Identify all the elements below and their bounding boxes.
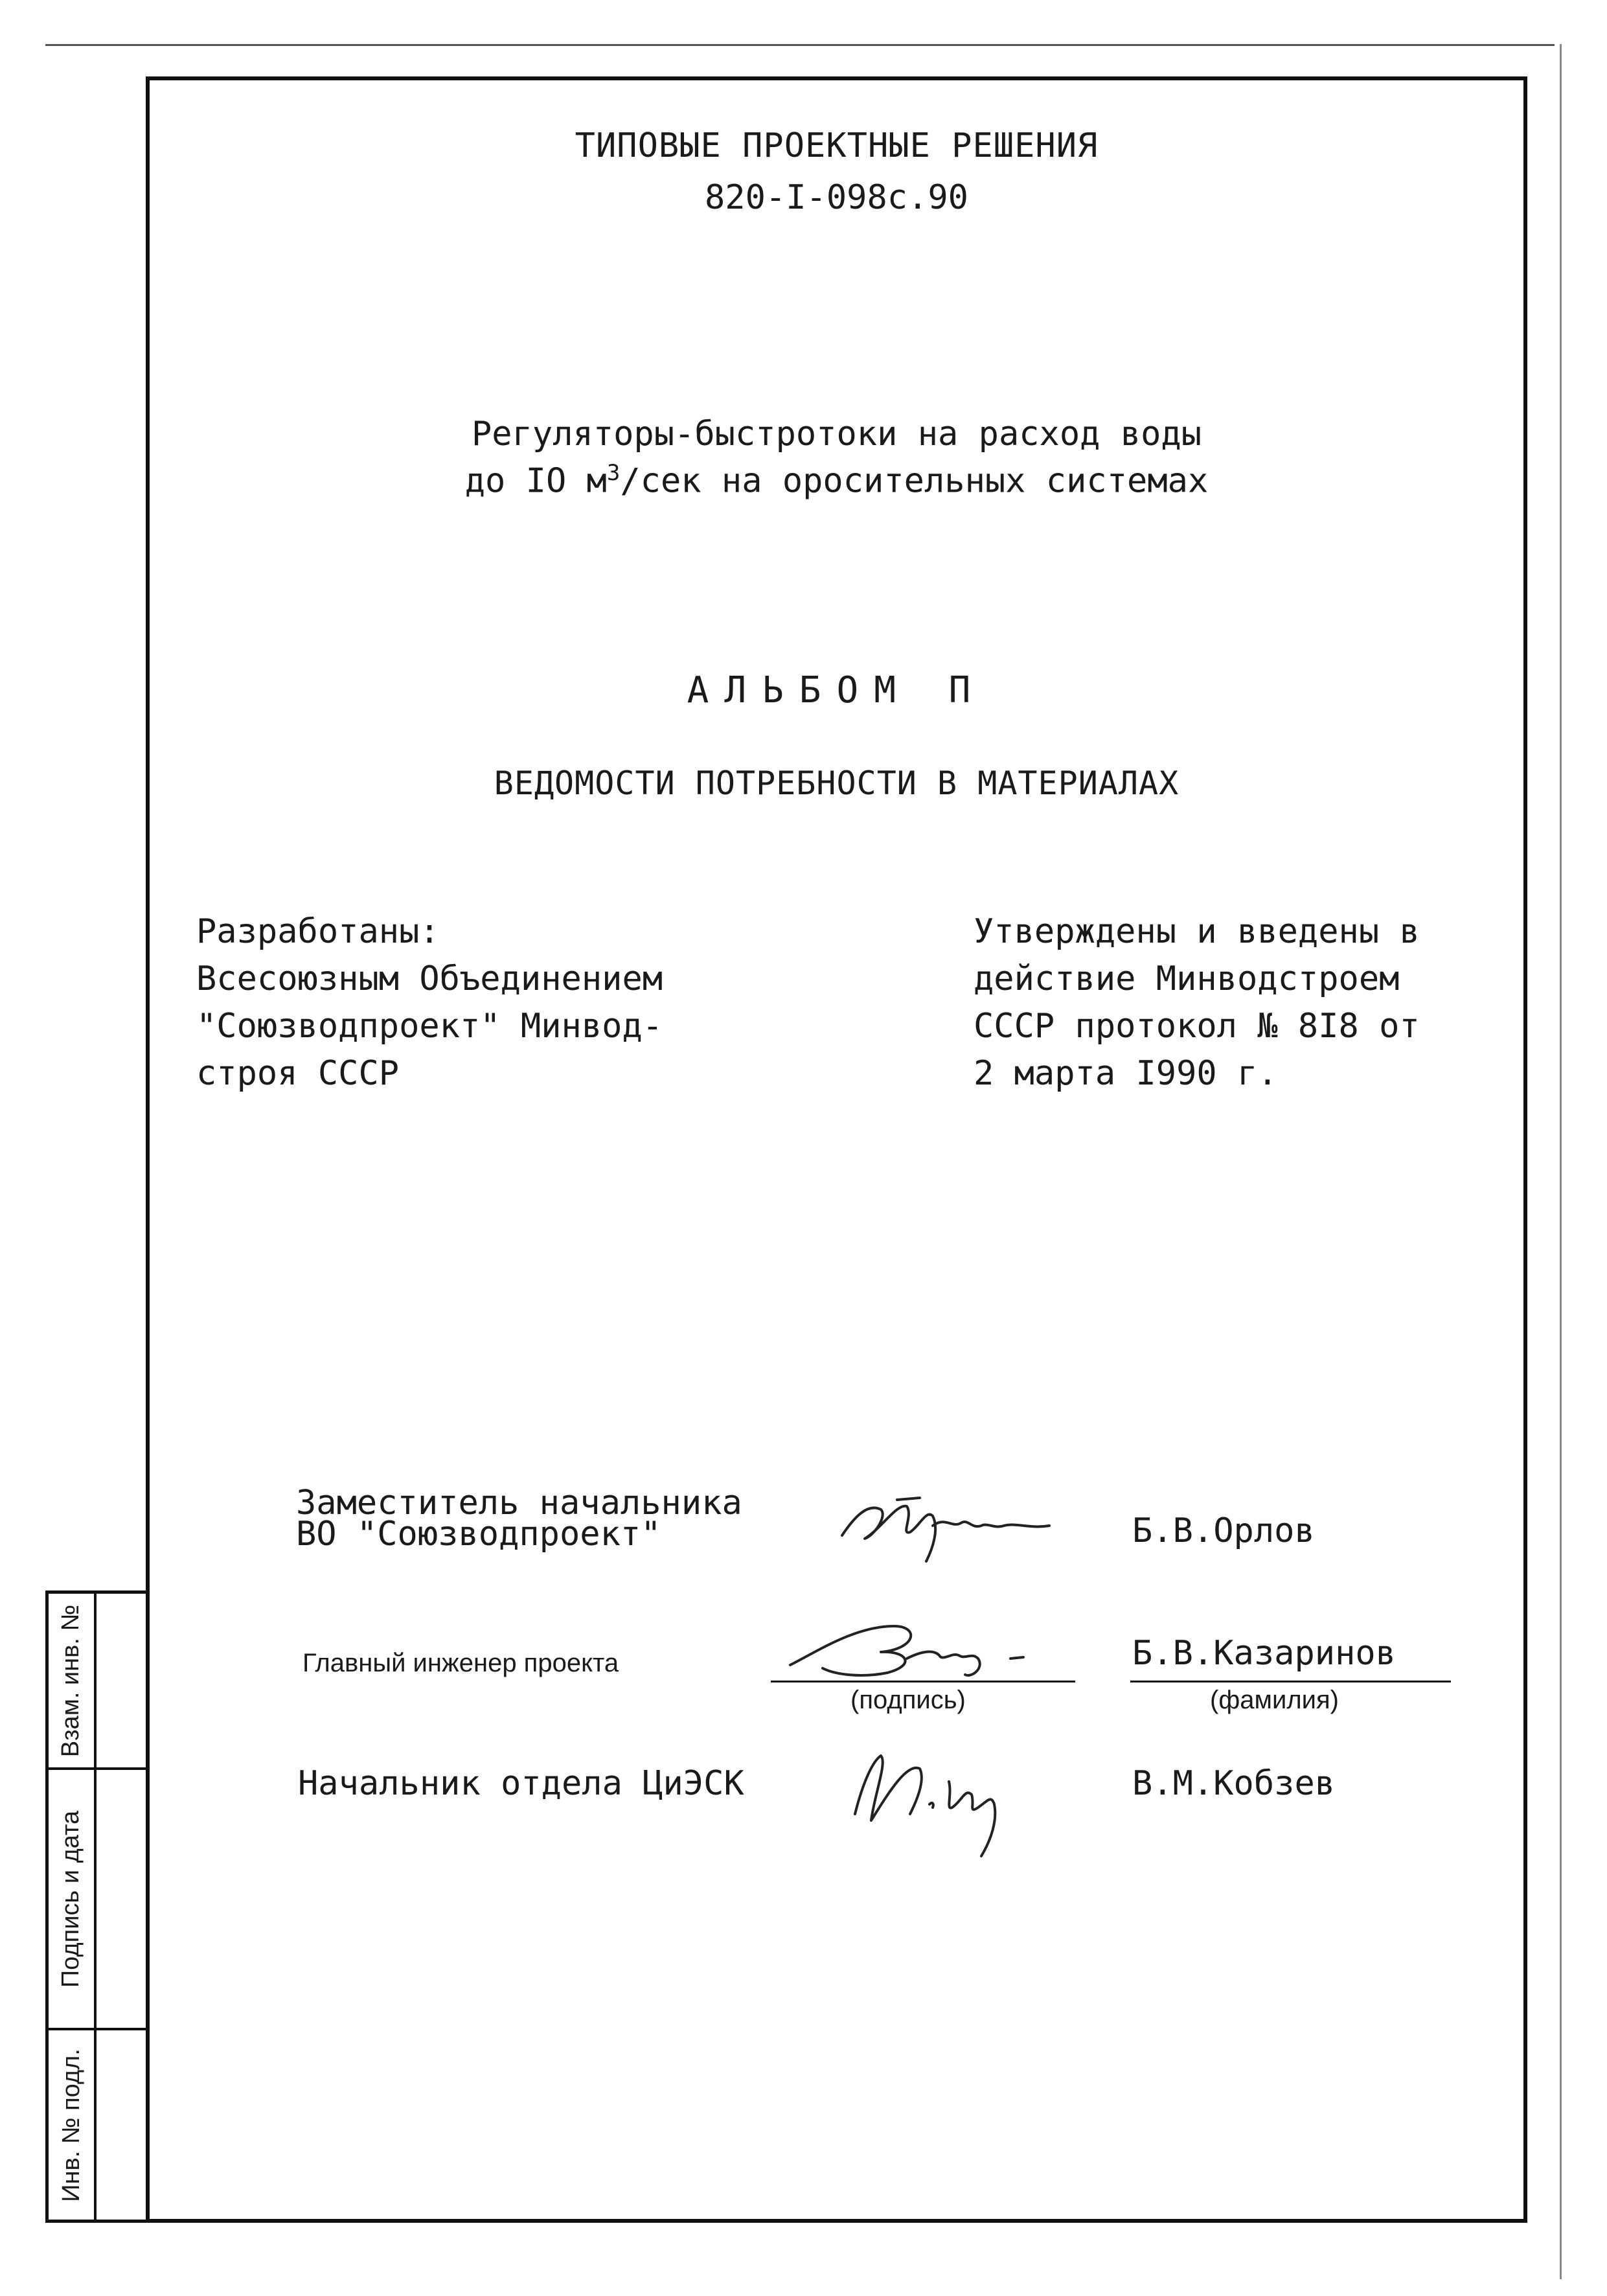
right-border-line xyxy=(1560,44,1562,2279)
strip-label-signature-date: Подпись и дата xyxy=(57,1810,85,1988)
developed-by-block xyxy=(196,908,663,1097)
deputy-signature xyxy=(836,1490,1069,1568)
approved-block xyxy=(974,908,1420,1097)
document-series-title: ТИПОВЫЕ ПРОЕКТНЫЕ РЕШЕНИЯ xyxy=(575,126,1099,165)
side-stamp-strip xyxy=(45,1590,146,2223)
name-underline xyxy=(1130,1681,1451,1682)
strip-cell-replacement-inv xyxy=(49,1594,94,1767)
dept-head-name: В.М.Кобзев xyxy=(1132,1764,1336,1803)
strip-label-original-inv: Инв. № подл. xyxy=(57,2048,85,2202)
dept-head-signature xyxy=(836,1743,1043,1866)
deputy-title-line-2: ВО "Союзводпроект" xyxy=(296,1515,661,1554)
approved-line: действие Минводстроем xyxy=(974,959,1400,998)
album-title: АЛЬБОМ П xyxy=(687,669,986,711)
developed-by-line: Всесоюзным Объединением xyxy=(196,959,663,998)
strip-divider-vertical xyxy=(94,1594,97,2220)
subject-line-2-suffix: /сек на оросительных системах xyxy=(620,461,1209,501)
deputy-name: Б.В.Орлов xyxy=(1132,1511,1315,1550)
approved-line: 2 марта I990 г. xyxy=(974,1054,1278,1093)
subject-line-1: Регуляторы-быстротоки на расход воды xyxy=(471,415,1202,453)
signature-underline xyxy=(771,1681,1075,1682)
strip-cell-signature-date xyxy=(49,1770,94,2028)
deputy-head-title xyxy=(296,1484,742,1554)
superscript-exponent: 3 xyxy=(606,460,621,486)
chief-engineer-name: Б.В.Казаринов xyxy=(1132,1634,1396,1673)
subject-line-2 xyxy=(146,460,1527,500)
developed-by-line: строя СССР xyxy=(196,1054,400,1093)
strip-cell-original-inv xyxy=(49,2030,94,2220)
approved-line: Утверждены и введены в xyxy=(974,912,1420,951)
album-subtitle: ВЕДОМОСТИ ПОТРЕБНОСТИ В МАТЕРИАЛАХ xyxy=(494,764,1180,802)
document-code: 820-I-098с.90 xyxy=(705,178,968,217)
document-frame xyxy=(146,76,1527,2223)
top-border-line xyxy=(45,44,1555,46)
approved-line: СССР протокол № 8I8 от xyxy=(974,1007,1420,1046)
developed-by-heading: Разработаны: xyxy=(196,912,440,951)
chief-engineer-signature xyxy=(777,1613,1075,1684)
deputy-title-line-1: Заместитель начальника xyxy=(296,1484,742,1522)
chief-engineer-title: Главный инженер проекта xyxy=(302,1649,619,1677)
name-caption: (фамилия) xyxy=(1210,1686,1339,1714)
dept-head-title: Начальник отдела ЦиЭСК xyxy=(298,1764,744,1803)
subject-line-2-prefix: до IO м xyxy=(464,461,607,501)
developed-by-line: "Союзводпроект" Минвод- xyxy=(196,1007,663,1046)
strip-label-replacement-inv: Взам. инв. № xyxy=(57,1604,85,1757)
signature-caption: (подпись) xyxy=(850,1686,966,1714)
